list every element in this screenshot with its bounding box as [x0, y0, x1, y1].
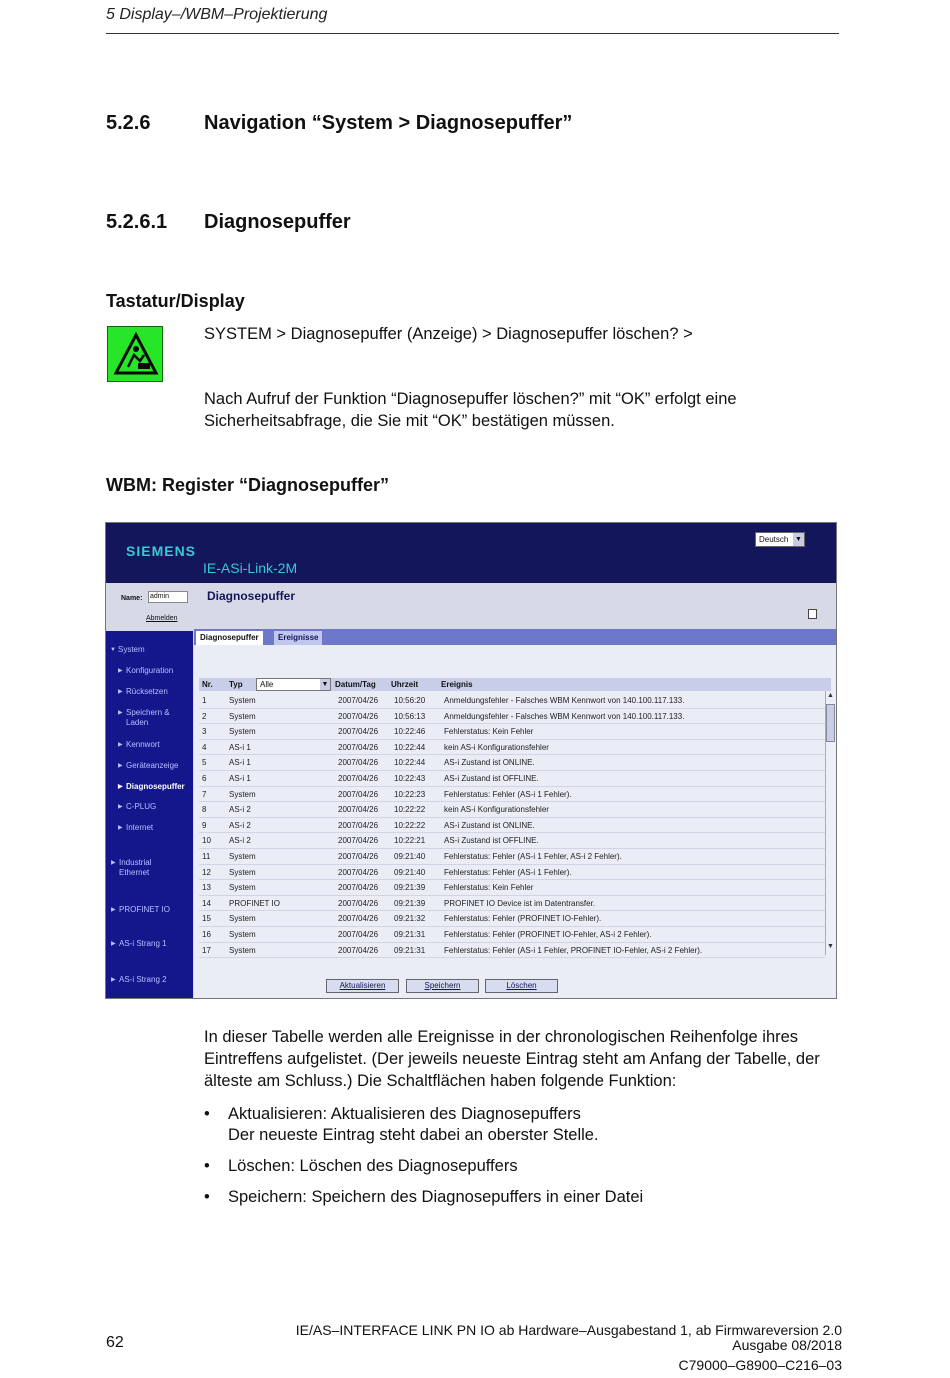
chevron-right-icon: ▶ — [118, 668, 123, 674]
sidebar-item-asi-strang-2[interactable]: ▶ AS-i Strang 2 — [111, 975, 167, 984]
sidebar-item-speichern-laden[interactable]: ▶ Speichern & Laden — [118, 708, 170, 727]
table-row: 12 System 2007/04/26 09:21:40 Fehlerstatus: Fehler (AS-i 1 Fehler). — [199, 865, 825, 881]
table-row: 7 System 2007/04/26 10:22:23 Fehlerstatus: Fehler (AS-i 1 Fehler). — [199, 787, 825, 803]
section-title: Navigation “System > Diagnosepuffer” — [204, 112, 573, 134]
section-number: 5.2.6 — [106, 112, 151, 134]
chevron-right-icon: ▶ — [118, 763, 123, 769]
section-heading-5-2-6 — [106, 112, 839, 138]
table-row: 9 AS-i 2 2007/04/26 10:22:22 AS-i Zustand ist ONLINE. — [199, 818, 825, 834]
sidebar-item-internet[interactable]: ▶ Internet — [118, 823, 154, 832]
chevron-right-icon: ▶ — [118, 710, 123, 716]
table-row: 10 AS-i 2 2007/04/26 10:22:21 AS-i Zustand ist OFFLINE. — [199, 833, 825, 849]
chevron-down-icon: ▼ — [793, 533, 804, 546]
tab-diagnosepuffer[interactable]: Diagnosepuffer — [196, 631, 263, 645]
bullet-text: Löschen: Löschen des Diagnosepuffers — [228, 1157, 518, 1175]
subheading-tastatur: Tastatur/Display — [106, 291, 245, 311]
wbm-screenshot — [105, 522, 837, 999]
section-number: 5.2.6.1 — [106, 211, 168, 233]
chevron-right-icon: ▶ — [111, 860, 116, 866]
delete-button[interactable]: Löschen — [485, 979, 558, 993]
column-header-ereignis: Ereignis — [441, 680, 473, 689]
paragraph-confirmation: Nach Aufruf der Funktion “Diagnosepuffer löschen?” mit “OK” erfolgt eine Sicherheitsabfrage, die Sie mit “OK” bestätigen müssen. — [204, 390, 737, 430]
chevron-right-icon: ▶ — [111, 977, 116, 983]
language-select[interactable] — [755, 532, 805, 547]
name-label: Name: — [121, 595, 143, 602]
bullet-dot: • — [204, 1105, 210, 1123]
sidebar-item-system[interactable]: ▼ System — [110, 645, 145, 654]
table-row: 11 System 2007/04/26 09:21:40 Fehlerstatus: Fehler (AS-i 1 Fehler, AS-i 2 Fehler). — [199, 849, 825, 865]
bullet-text: Speichern: Speichern des Diagnosepuffers in einer Datei — [228, 1188, 644, 1206]
sidebar-item-asi-strang-1[interactable]: ▶ AS-i Strang 1 — [111, 939, 167, 948]
sidebar-item-kennwort[interactable]: ▶ Kennwort — [118, 740, 160, 749]
bullet-dot: • — [204, 1188, 210, 1206]
wbm-page-title: Diagnosepuffer — [207, 589, 296, 603]
column-header-nr: Nr. — [202, 680, 213, 689]
table-row: 4 AS-i 1 2007/04/26 10:22:44 kein AS-i Konfigurationsfehler — [199, 740, 825, 756]
sidebar-item-geraeteanzeige[interactable]: ▶ Geräteanzeige — [118, 761, 179, 770]
tab-ereignisse[interactable]: Ereignisse — [274, 631, 322, 645]
type-filter-value: Alle — [260, 680, 274, 689]
sidebar-item-ruecksetzen[interactable]: ▶ Rücksetzen — [118, 687, 168, 696]
subheading-wbm: WBM: Register “Diagnosepuffer” — [106, 475, 390, 495]
sidebar-item-industrial-ethernet[interactable]: ▶ Industrial Ethernet — [111, 858, 152, 877]
operator-panel-icon — [107, 326, 163, 382]
header-rule — [106, 33, 839, 34]
chevron-right-icon: ▶ — [118, 784, 123, 790]
section-title: Diagnosepuffer — [204, 211, 351, 233]
chevron-down-icon: ▼ — [110, 647, 116, 653]
scroll-down-icon[interactable]: ▼ — [827, 943, 834, 950]
print-icon[interactable] — [808, 609, 817, 619]
logout-link[interactable]: Abmelden — [146, 615, 178, 622]
language-value: Deutsch — [759, 535, 789, 544]
footer-edition: Ausgabe 08/2018 — [732, 1337, 842, 1353]
column-header-uhrzeit: Uhrzeit — [391, 680, 419, 689]
sidebar-item-profinet-io[interactable]: ▶ PROFINET IO — [111, 905, 170, 914]
page-header: 5 Display–/WBM–Projektierung — [106, 6, 328, 23]
chevron-right-icon: ▶ — [111, 941, 116, 947]
menu-path: SYSTEM > Diagnosepuffer (Anzeige) > Diagnosepuffer löschen? > — [204, 325, 693, 343]
siemens-logo: SIEMENS — [126, 543, 197, 559]
table-row: 17 System 2007/04/26 09:21:31 Fehlerstatus: Fehler (AS-i 1 Fehler, PROFINET IO-Fehler, AS-i 2 Fehler). — [199, 943, 825, 959]
product-name: IE-ASi-Link-2M — [203, 560, 298, 576]
paragraph-table-description: In dieser Tabelle werden alle Ereignisse in der chronologischen Reihenfolge ihres Eintreffens aufgelistet. (Der jeweils neueste Eintrag steht am Anfang der Tabelle, der älteste am Schluss.) Die Schaltflächen haben folgende Funktion: — [204, 1028, 820, 1090]
column-header-typ: Typ — [229, 680, 243, 689]
table-row: 8 AS-i 2 2007/04/26 10:22:22 kein AS-i Konfigurationsfehler — [199, 802, 825, 818]
chevron-right-icon: ▶ — [118, 825, 123, 831]
chevron-right-icon: ▶ — [111, 907, 116, 913]
table-row: 3 System 2007/04/26 10:22:46 Fehlerstatus: Kein Fehler — [199, 724, 825, 740]
column-header-datum: Datum/Tag — [335, 680, 376, 689]
page-number: 62 — [106, 1334, 124, 1351]
refresh-button[interactable]: Aktualisieren — [326, 979, 399, 993]
sidebar-item-c-plug[interactable]: ▶ C-PLUG — [118, 802, 157, 811]
table-row: 6 AS-i 1 2007/04/26 10:22:43 AS-i Zustand ist OFFLINE. — [199, 771, 825, 787]
chevron-right-icon: ▶ — [118, 742, 123, 748]
sidebar-item-diagnosepuffer[interactable]: ▶ Diagnosepuffer — [118, 782, 185, 791]
type-filter-select[interactable] — [256, 678, 331, 691]
footer-product: IE/AS–INTERFACE LINK PN IO ab Hardware–Ausgabestand 1, ab Firmwareversion 2.0 — [295, 1322, 842, 1338]
name-input[interactable]: admin — [148, 591, 188, 603]
bullet-dot: • — [204, 1157, 210, 1175]
sidebar-item-konfiguration[interactable]: ▶ Konfiguration — [118, 666, 174, 675]
table-row: 5 AS-i 1 2007/04/26 10:22:44 AS-i Zustand ist ONLINE. — [199, 755, 825, 771]
bullet-text-line2: Der neueste Eintrag steht dabei an oberster Stelle. — [228, 1126, 599, 1144]
chevron-right-icon: ▶ — [118, 689, 123, 695]
table-row: 1 System 2007/04/26 10:56:20 Anmeldungsfehler - Falsches WBM Kennwort von 140.100.117.133. — [199, 693, 825, 709]
scroll-thumb[interactable] — [826, 704, 835, 742]
table-row: 14 PROFINET IO 2007/04/26 09:21:39 PROFINET IO Device ist im Datentransfer. — [199, 896, 825, 912]
section-heading-5-2-6-1 — [106, 211, 839, 237]
footer-order-number: C79000–G8900–C216–03 — [678, 1357, 842, 1373]
save-button[interactable]: Speichern — [406, 979, 479, 993]
scroll-up-icon[interactable]: ▲ — [827, 692, 834, 699]
chevron-right-icon: ▶ — [118, 804, 123, 810]
table-row: 15 System 2007/04/26 09:21:32 Fehlerstatus: Fehler (PROFINET IO-Fehler). — [199, 911, 825, 927]
chevron-down-icon: ▼ — [321, 681, 329, 688]
table-row: 16 System 2007/04/26 09:21:31 Fehlerstatus: Fehler (PROFINET IO-Fehler, AS-i 2 Fehler). — [199, 927, 825, 943]
table-row: 13 System 2007/04/26 09:21:39 Fehlerstatus: Kein Fehler — [199, 880, 825, 896]
table-row: 2 System 2007/04/26 10:56:13 Anmeldungsfehler - Falsches WBM Kennwort von 140.100.117.133. — [199, 709, 825, 725]
bullet-text: Aktualisieren: Aktualisieren des Diagnosepuffers — [228, 1105, 581, 1123]
